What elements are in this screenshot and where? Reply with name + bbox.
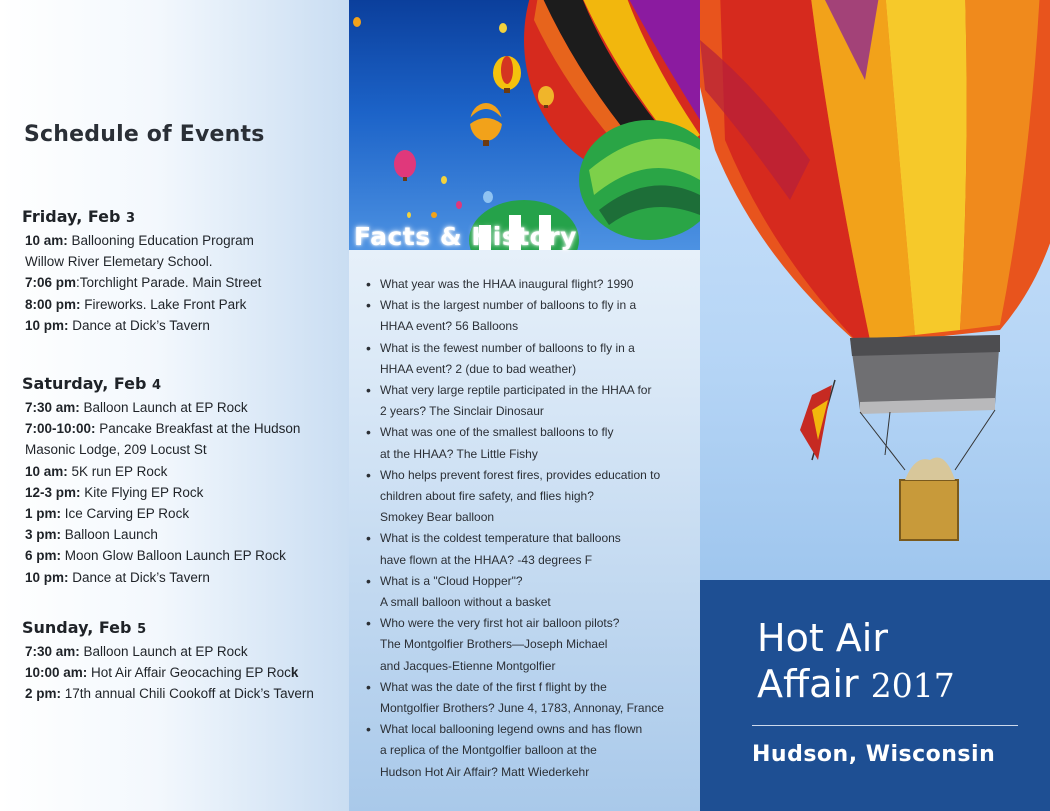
schedule-panel <box>0 0 349 811</box>
cover-panel <box>700 0 1050 811</box>
event-line: 8:00 pm: Fireworks. Lake Front Park <box>25 296 247 312</box>
small-balloon-icon <box>493 56 521 93</box>
event-line: 7:06 pm:Torchlight Parade. Main Street <box>25 275 262 291</box>
day-number: 3 <box>126 211 136 226</box>
event-line: 1 pm: Ice Carving EP Rock <box>25 506 190 522</box>
event-line: 2 pm: 17th annual Chili Cookoff at Dick’s Tavern <box>25 686 314 702</box>
fact-item: • What is the fewest number of balloons to fly in a HHAA event? 2 (due to bad weather) <box>366 338 696 380</box>
day-heading <box>22 618 314 637</box>
small-balloon-icon <box>470 103 502 146</box>
event-line: Masonic Lodge, 209 Locust St <box>25 442 207 458</box>
event-title <box>757 615 955 709</box>
balloons-sky-photo <box>349 0 700 250</box>
event-line: Willow River Elemetary School. <box>25 254 213 270</box>
day-label: Sunday, Feb <box>22 618 132 637</box>
day-label: Friday, Feb <box>22 207 121 226</box>
fact-item: • What very large reptile participated in the HHAA for 2 years? The Sinclair Dinosaur <box>366 380 696 422</box>
facts-panel <box>349 0 700 811</box>
event-line: 10 pm: Dance at Dick’s Tavern <box>25 317 210 333</box>
fact-item: • What local ballooning legend owns and has flown a replica of the Montgolfier balloon at the Hudson Hot Air Affair? Matt Wiederkehr <box>366 719 696 783</box>
title-line: Hot Air <box>757 616 888 660</box>
small-balloon-icon <box>394 150 416 181</box>
saturday-section <box>22 374 300 588</box>
event-line: 7:00-10:00: Pancake Breakfast at the Hudson <box>25 421 301 437</box>
event-line: 10 am: 5K run EP Rock <box>25 463 168 479</box>
title-divider <box>752 725 1018 726</box>
title-line: Affair 2017 <box>757 662 955 706</box>
friday-section <box>22 207 261 336</box>
location-text: Hudson, Wisconsin <box>752 742 996 767</box>
fact-item: • What is the coldest temperature that balloons have flown at the HHAA? -43 degrees F <box>366 528 696 570</box>
event-line: 10 am: Ballooning Education Program <box>25 233 254 248</box>
fact-item: • What is a "Cloud Hopper"? A small balloon without a basket <box>366 571 696 613</box>
balloons-illustration <box>349 0 700 250</box>
sunday-section <box>22 618 314 705</box>
event-line: 7:30 am: Balloon Launch at EP Rock <box>25 644 248 659</box>
title-year: 2017 <box>870 666 955 705</box>
cover-title-box <box>700 580 1050 811</box>
day-number: 5 <box>137 622 147 637</box>
event-line: 7:30 am: Balloon Launch at EP Rock <box>25 400 248 415</box>
fact-item: • What was one of the smallest balloons to fly at the HHAA? The Little Fishy <box>366 422 696 464</box>
fact-item: • What year was the HHAA inaugural flight? 1990 <box>366 274 696 295</box>
event-line: 12-3 pm: Kite Flying EP Rock <box>25 484 204 500</box>
fact-item: • Who helps prevent forest fires, provides education to children about fire safety, and flies high? Smokey Bear balloon <box>366 465 696 529</box>
facts-list <box>366 274 696 783</box>
day-heading <box>22 207 261 226</box>
day-label: Saturday, Feb <box>22 374 147 393</box>
event-line: 3 pm: Balloon Launch <box>25 527 158 543</box>
day-heading <box>22 374 300 393</box>
event-line: 6 pm: Moon Glow Balloon Launch EP Rock <box>25 548 286 564</box>
fact-item: • What is the largest number of balloons to fly in a HHAA event? 56 Balloons <box>366 295 696 337</box>
fact-item: • Who were the very first hot air balloon pilots? The Montgolfier Brothers—Joseph Michael and Jacques-Etienne Montgolfier <box>366 613 696 677</box>
event-line: 10:00 am: Hot Air Affair Geocaching EP Rock <box>25 665 299 681</box>
day-number: 4 <box>152 378 162 393</box>
hot-air-balloon-icon <box>700 0 1050 580</box>
event-line: 10 pm: Dance at Dick’s Tavern <box>25 569 210 585</box>
fact-item: • What was the date of the first f flight by the Montgolfier Brothers? June 4, 1783, Annonay, France <box>366 677 696 719</box>
facts-title: Facts & History <box>354 222 577 251</box>
schedule-title: Schedule of Events <box>24 122 265 147</box>
hot-air-balloon-photo <box>700 0 1050 580</box>
